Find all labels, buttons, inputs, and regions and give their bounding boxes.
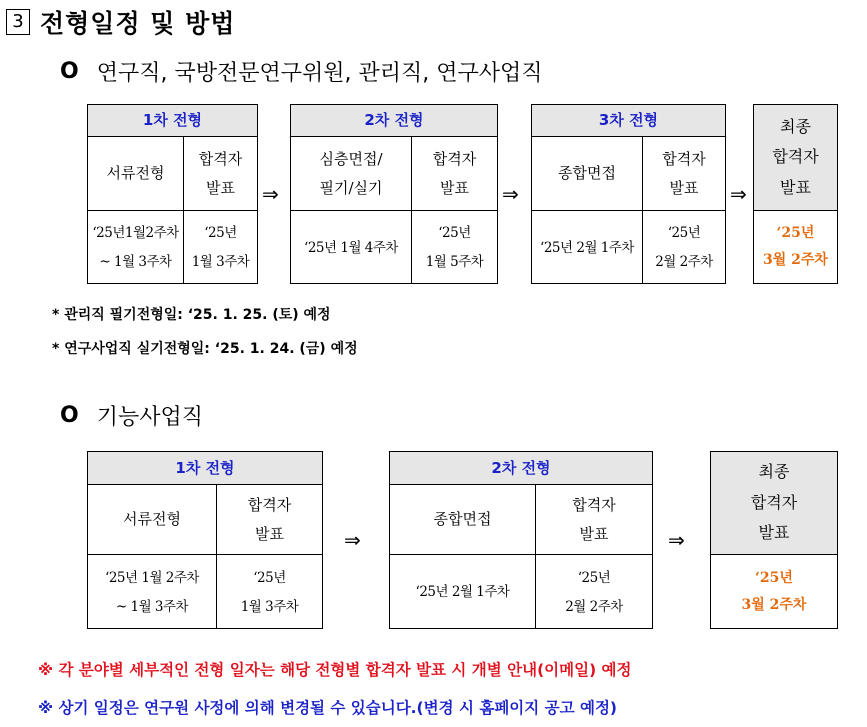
- group2-heading-text: 기능사업직: [96, 405, 203, 430]
- g1-stage2-col2: 합격자 발표: [412, 137, 498, 211]
- g1-stage3-col2: 합격자 발표: [643, 137, 726, 211]
- g2-stage1-title: 1차 전형: [88, 452, 323, 485]
- g1-stage1-col1: 서류전형: [88, 137, 184, 211]
- g2-stage1-date1: ‘25년 1월 2주차 ~ 1월 3주차: [88, 555, 217, 629]
- arrow-icon: ⇒: [344, 528, 361, 552]
- g2-stage2-col2: 합격자 발표: [536, 485, 653, 555]
- bullet-icon: O: [60, 59, 79, 84]
- g1-stage3-date2: ‘25년 2월 2주차: [643, 211, 726, 284]
- g2-final-date: ‘25년 3월 2주차: [711, 555, 838, 629]
- g1-stage3-col1: 종합면접: [532, 137, 643, 211]
- g1-stage2-table: [290, 104, 498, 284]
- g1-final-label: 최종 합격자 발표: [754, 105, 838, 211]
- section-title: [6, 4, 235, 40]
- g1-stage2-date2: ‘25년 1월 5주차: [412, 211, 498, 284]
- g1-stage1-col2: 합격자 발표: [184, 137, 258, 211]
- g2-stage1-table: [87, 451, 323, 629]
- g1-stage3-date1: ‘25년 2월 1주차: [532, 211, 643, 284]
- g2-stage1-col2: 합격자 발표: [217, 485, 323, 555]
- g2-stage2-col1: 종합면접: [390, 485, 536, 555]
- arrow-icon: ⇒: [502, 182, 519, 206]
- group1-heading-text: 연구직, 국방전문연구위원, 관리직, 연구사업직: [96, 61, 543, 86]
- g2-stage1-date2: ‘25년 1월 3주차: [217, 555, 323, 629]
- g1-stage3-table: [531, 104, 726, 284]
- section-number: 3: [6, 9, 30, 35]
- g2-stage1-col1: 서류전형: [88, 485, 217, 555]
- g1-stage2-col1: 심층면접/ 필기/실기: [291, 137, 412, 211]
- g1-stage1-date2: ‘25년 1월 3주차: [184, 211, 258, 284]
- group2-heading: [60, 400, 203, 431]
- g1-final-date: ‘25년 3월 2주차: [754, 211, 838, 284]
- bullet-icon: O: [60, 403, 79, 428]
- arrow-icon: ⇒: [668, 528, 685, 552]
- g1-stage3-title: 3차 전형: [532, 105, 726, 137]
- g1-stage2-date1: ‘25년 1월 4주차: [291, 211, 412, 284]
- g1-stage2-title: 2차 전형: [291, 105, 498, 137]
- footnote-red: ※ 각 분야별 세부적인 전형 일자는 해당 전형별 합격자 발표 시 개별 안내(이메일) 예정: [38, 661, 632, 679]
- arrow-icon: ⇒: [730, 182, 747, 206]
- g1-note-1: * 관리직 필기전형일: ‘25. 1. 25. (토) 예정: [52, 307, 331, 323]
- g2-stage2-table: [389, 451, 653, 629]
- footnote-blue: ※ 상기 일정은 연구원 사정에 의해 변경될 수 있습니다.(변경 시 홈페이지 공고 예정): [38, 699, 618, 717]
- g2-stage2-title: 2차 전형: [390, 452, 653, 485]
- arrow-icon: ⇒: [262, 182, 279, 206]
- g2-stage2-date1: ‘25년 2월 1주차: [390, 555, 536, 629]
- g1-final-table: [753, 104, 838, 284]
- g2-final-label: 최종 합격자 발표: [711, 452, 838, 555]
- g1-stage1-table: [87, 104, 258, 284]
- g2-final-table: [710, 451, 838, 629]
- g2-stage2-date2: ‘25년 2월 2주차: [536, 555, 653, 629]
- g1-stage1-date1: ‘25년1월2주차 ~ 1월 3주차: [88, 211, 184, 284]
- g1-stage1-title: 1차 전형: [88, 105, 258, 137]
- section-title-text: 전형일정 및 방법: [40, 9, 236, 38]
- g1-note-2: * 연구사업직 실기전형일: ‘25. 1. 24. (금) 예정: [52, 341, 358, 357]
- group1-heading: [60, 56, 542, 87]
